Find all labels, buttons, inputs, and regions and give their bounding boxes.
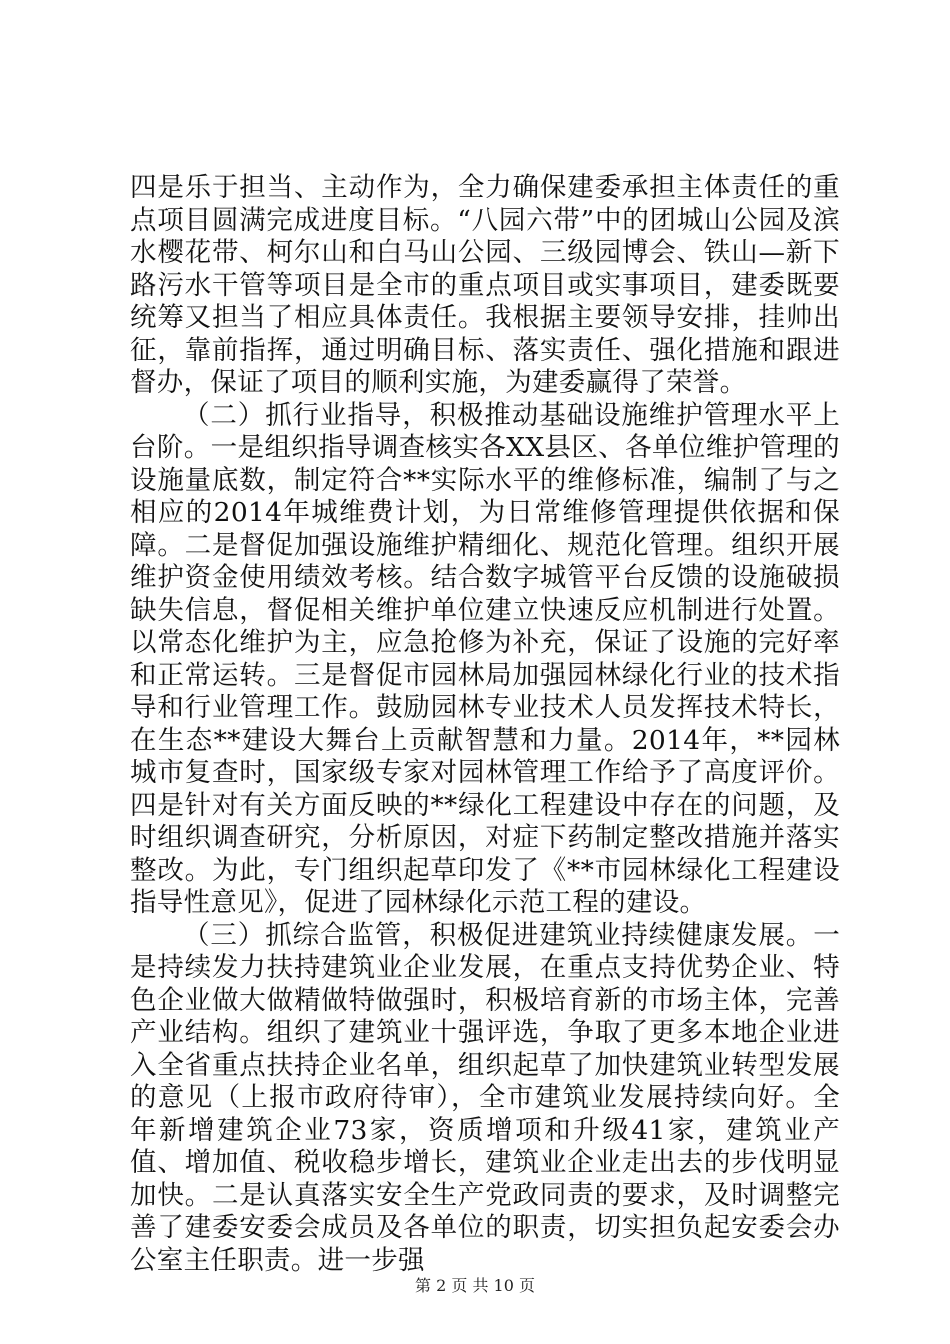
paragraph-comprehensive-supervision: （三）抓综合监管，积极促进建筑业持续健康发展。一是持续发力扶持建筑业企业发展，在重点支持优势企业、特色企业做大做精做特做强时，积极培育新的市场主体，完善产业结构。组织了建筑业十强评选，争取了更多本地企业进入全省重点扶持企业名单，组织起草了加快建筑业转型发展的意见（上报市政府待审），全市建筑业发展持续向好。全年新增建筑企业73家，资质增项和升级41家，建筑业产值、增加值、税收稳步增长，建筑业企业走出去的步伐明显加快。二是认真落实安全生产党政同责的要求，及时调整完善了建委安委会成员及各单位的职责，切实担负起安委会办公室主任职责。进一步强 <box>130 919 840 1276</box>
document-body <box>130 172 840 1277</box>
page-number-footer: 第 2 页 共 10 页 <box>415 1276 535 1295</box>
paragraph-project-responsibility: 四是乐于担当、主动作为，全力确保建委承担主体责任的重点项目圆满完成进度目标。“八园六带”中的团城山公园及滨水樱花带、柯尔山和白马山公园、三级园博会、铁山—新下路污水干管等项目是全市的重点项目或实事项目，建委既要统筹又担当了相应具体责任。我根据主要领导安排，挂帅出征，靠前指挥，通过明确目标、落实责任、强化措施和跟进督办，保证了项目的顺利实施，为建委赢得了荣誉。 <box>130 172 840 398</box>
paragraph-industry-guidance: （二）抓行业指导，积极推动基础设施维护管理水平上台阶。一是组织指导调查核实各XX县区、各单位维护管理的设施量底数，制定符合**实际水平的维修标准，编制了与之相应的2014年城维费计划，为日常维修管理提供依据和保障。二是督促加强设施维护精细化、规范化管理。组织开展维护资金使用绩效考核。结合数字城管平台反馈的设施破损缺失信息，督促相关维护单位建立快速反应机制进行处置。以常态化维护为主，应急抢修为补充，保证了设施的完好率和正常运转。三是督促市园林局加强园林绿化行业的技术指导和行业管理工作。鼓励园林专业技术人员发挥技术特长，在生态**建设大舞台上贡献智慧和力量。2014年，**园林城市复查时，国家级专家对园林管理工作给予了高度评价。四是针对有关方面反映的**绿化工程建设中存在的问题，及时组织调查研究，分析原因，对症下药制定整改措施并落实整改。为此，专门组织起草印发了《**市园林绿化工程建设指导性意见》，促进了园林绿化示范工程的建设。 <box>130 399 840 918</box>
